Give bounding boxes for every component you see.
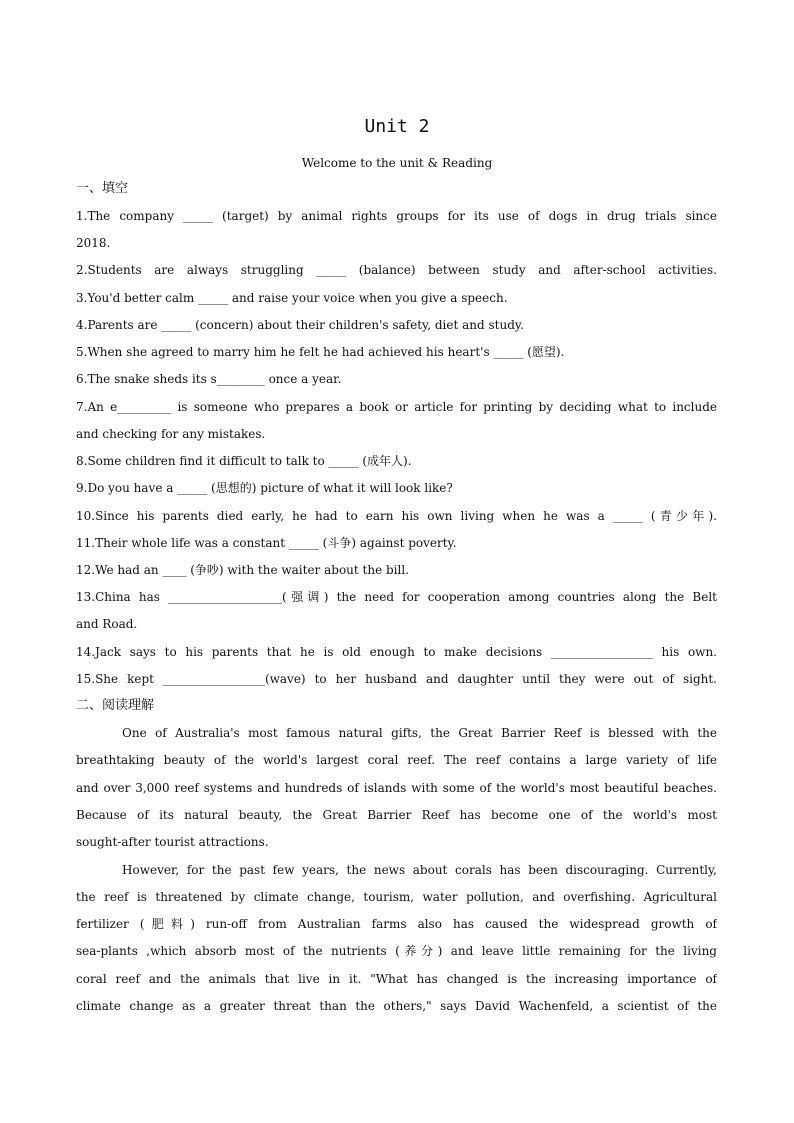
exercise-line: 12.We had an ____ (争吵) with the waiter about the bill. <box>76 563 410 577</box>
exercise-line: 15.She kept _________________(wave) to her husband and daughter until they were out of sight. <box>76 672 717 686</box>
page-title: Unit 2 <box>364 116 430 137</box>
exercise-line: 2018. <box>76 236 111 250</box>
exercise-line: 8.Some children find it difficult to talk to _____ (成年人). <box>76 454 412 468</box>
passage-line: climate change as a greater threat than the others," says David Wachenfeld, a scientist of the <box>76 999 717 1013</box>
exercise-line: 1.The company _____ (target) by animal rights groups for its use of dogs in drug trials since <box>76 209 717 223</box>
exercise-line: and checking for any mistakes. <box>76 427 266 441</box>
exercise-line: 7.An e_________ is someone who prepares a book or article for printing by deciding what to include <box>76 400 717 414</box>
passage-line: breathtaking beauty of the world's largest coral reef. The reef contains a large variety of life <box>76 753 717 767</box>
exercise-line: 2.Students are always struggling _____ (balance) between study and after-school activities. <box>76 263 717 277</box>
exercise-line: 14.Jack says to his parents that he is old enough to make decisions _________________ his own. <box>76 645 717 659</box>
page-subtitle: Welcome to the unit & Reading <box>301 156 493 170</box>
passage-line: the reef is threatened by climate change, tourism, water pollution, and overfishing. Agricultural <box>76 890 717 904</box>
section-heading-fill-blanks: 一、填空 <box>76 181 129 196</box>
exercise-line: 4.Parents are _____ (concern) about their children's safety, diet and study. <box>76 318 524 332</box>
passage-line: One of Australia's most famous natural gifts, the Great Barrier Reef is blessed with the <box>122 726 717 740</box>
passage-line: fertilizer (肥料) run-off from Australian farms also has caused the widespread growth of <box>76 917 717 931</box>
passage-line: and over 3,000 reef systems and hundreds of islands with some of the world's most beautiful beaches. <box>76 781 717 795</box>
exercise-line: 13.China has ___________________(强调) the need for cooperation among countries along the Belt <box>76 590 717 604</box>
exercise-line: 9.Do you have a _____ (思想的) picture of what it will look like? <box>76 481 453 495</box>
passage-line: sought-after tourist attractions. <box>76 835 269 849</box>
exercise-line: 5.When she agreed to marry him he felt he had achieved his heart's _____ (愿望). <box>76 345 565 359</box>
passage-line: However, for the past few years, the news about corals has been discouraging. Currently, <box>122 863 717 877</box>
exercise-line: 11.Their whole life was a constant _____ (斗争) against poverty. <box>76 536 457 550</box>
exercise-line: and Road. <box>76 617 138 631</box>
passage-line: coral reef and the animals that live in it. "What has changed is the increasing importance of <box>76 972 717 986</box>
passage-line: Because of its natural beauty, the Great Barrier Reef has become one of the world's most <box>76 808 717 822</box>
exercise-line: 6.The snake sheds its s________ once a year. <box>76 372 342 386</box>
section-heading-reading: 二、阅读理解 <box>76 698 155 713</box>
passage-line: sea-plants ,which absorb most of the nutrients (养分) and leave little remaining for the living <box>76 944 717 958</box>
exercise-line: 10.Since his parents died early, he had to earn his own living when he was a _____ (青少年). <box>76 509 717 523</box>
exercise-line: 3.You'd better calm _____ and raise your voice when you give a speech. <box>76 291 508 305</box>
